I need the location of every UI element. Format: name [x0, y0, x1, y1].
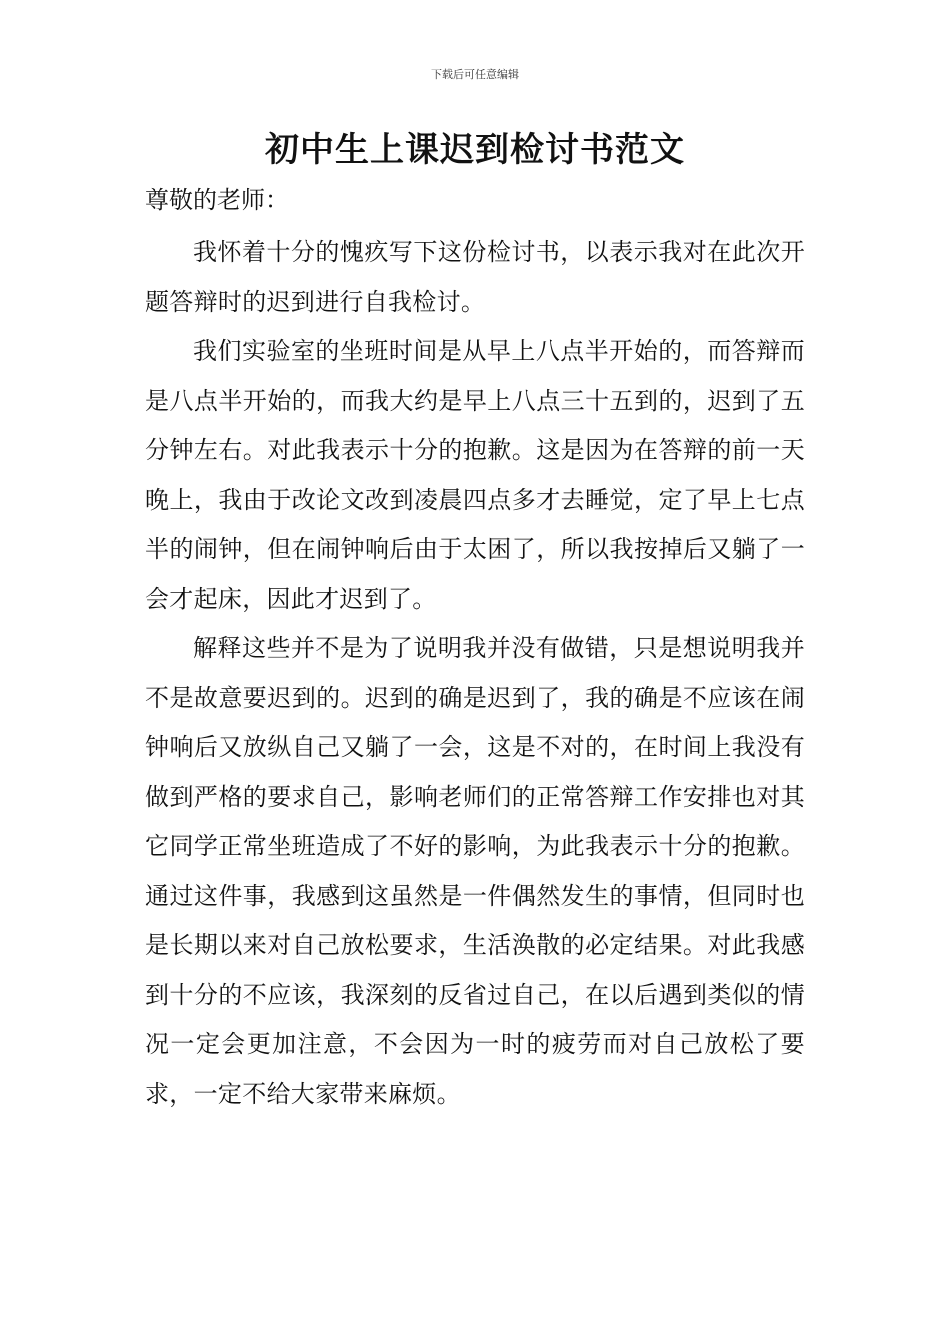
salutation: 尊敬的老师： — [145, 186, 289, 214]
paragraph-3: 解释这些并不是为了说明我并没有做错，只是想说明我并不是故意要迟到的。迟到的确是迟到了，我的确是不应该在闹钟响后又放纵自己又躺了一会，这是不对的，在时间上我没有做到严格的要求自己，影响老师们的正常答辩工作安排也对其它同学正常坐班造成了不好的影响，为此我表示十分的抱歉。通过这件事，我感到这虽然是一件偶然发生的事情，但同时也是长期以来对自己放松要求，生活涣散的必定结果。对此我感到十分的不应该，我深刻的反省过自己，在以后遇到类似的情况一定会更加注意，不会因为一时的疲劳而对自己放松了要求，一定不给大家带来麻烦。 — [145, 634, 805, 1108]
document-title: 初中生上课迟到检讨书范文 — [265, 130, 685, 170]
paragraph-1: 我怀着十分的愧疚写下这份检讨书，以表示我对在此次开题答辩时的迟到进行自我检讨。 — [145, 238, 805, 316]
letter-body — [145, 228, 805, 1119]
paragraph-2: 我们实验室的坐班时间是从早上八点半开始的，而答辩而是八点半开始的，而我大约是早上八点三十五到的，迟到了五分钟左右。对此我表示十分的抱歉。这是因为在答辩的前一天晚上，我由于改论文改到凌晨四点多才去睡觉，定了早上七点半的闹钟，但在闹钟响后由于太困了，所以我按掉后又躺了一会才起床，因此才迟到了。 — [145, 337, 805, 613]
header-note: 下载后可任意编辑 — [431, 68, 519, 81]
